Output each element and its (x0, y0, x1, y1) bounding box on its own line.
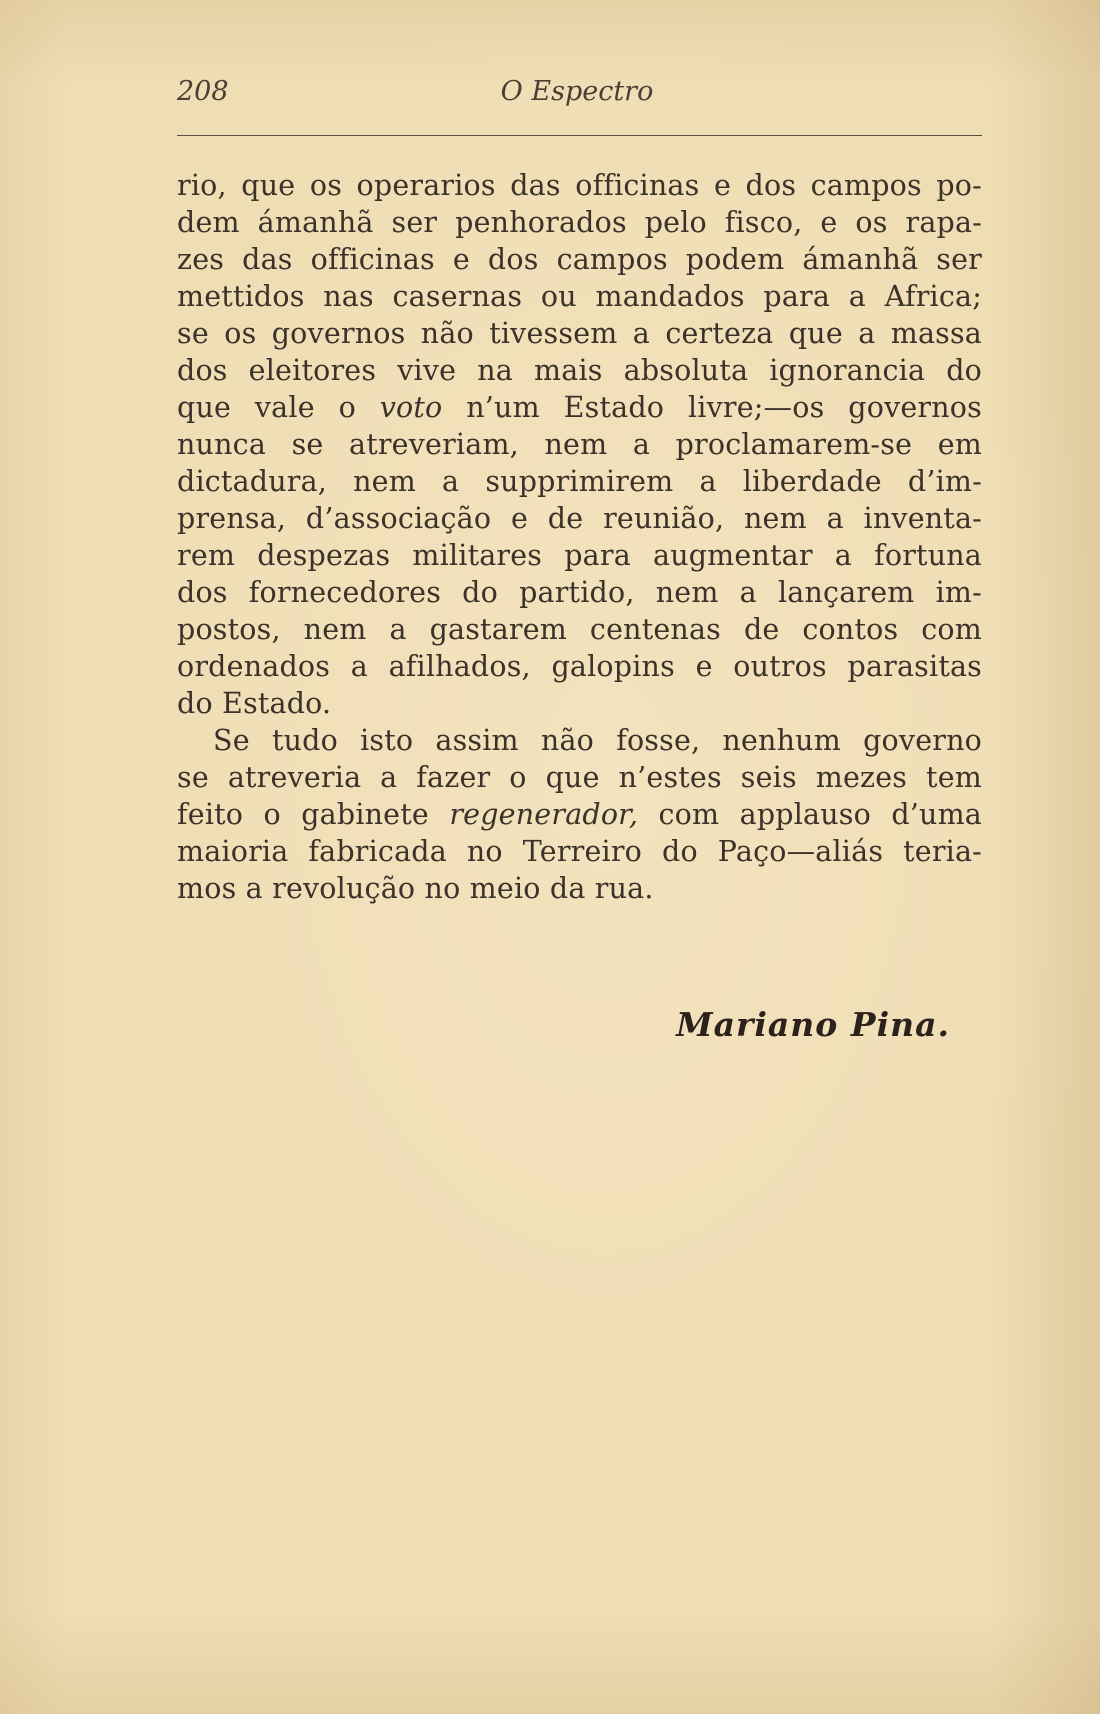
text-segment: feito o gabinete (177, 798, 450, 831)
text-line: nunca se atreveriam, nem a proclamarem-se em (177, 428, 982, 461)
text-line: maioria fabricada no Terreiro do Paço—aliás teria- (177, 835, 982, 868)
text-line: dos eleitores vive na mais absoluta ignorancia do (177, 354, 982, 387)
text-line: rio, que os operarios das officinas e dos campos po- (177, 169, 982, 202)
text-segment: n’um Estado livre;—os governos (442, 391, 982, 424)
text-line: dictadura, nem a supprimirem a liberdade d’im- (177, 465, 982, 498)
text-segment: com applauso d’uma (638, 798, 982, 831)
author-signature: Mariano Pina. (676, 1005, 950, 1044)
text-line: do Estado. (177, 687, 332, 720)
text-line: dem ámanhã ser penhorados pelo fisco, e os rapa- (177, 206, 982, 239)
text-line: Se tudo isto assim não fosse, nenhum governo (213, 724, 982, 757)
running-header (177, 76, 982, 116)
text-line: dos fornecedores do partido, nem a lançarem im- (177, 576, 982, 609)
header-rule (177, 135, 982, 136)
text-line: mettidos nas casernas ou mandados para a Africa; (177, 280, 982, 313)
text-line (177, 389, 982, 426)
text-line: prensa, d’associação e de reunião, nem a inventa- (177, 502, 982, 535)
body-text (177, 167, 982, 907)
text-line: rem despezas militares para augmentar a fortuna (177, 539, 982, 572)
text-line: se atreveria a fazer o que n’estes seis mezes tem (177, 761, 982, 794)
italic-word: voto (379, 391, 443, 424)
text-segment: que vale o (177, 391, 380, 424)
text-line (177, 796, 982, 833)
page-number: 208 (177, 76, 229, 107)
text-line: zes das officinas e dos campos podem ámanhã ser (177, 243, 982, 276)
italic-word: regenerador, (449, 798, 639, 831)
text-line: ordenados a afilhados, galopins e outros parasitas (177, 650, 982, 683)
text-line: mos a revolução no meio da rua. (177, 872, 654, 905)
text-line: se os governos não tivessem a certeza que a massa (177, 317, 982, 350)
text-line: postos, nem a gastarem centenas de contos com (177, 613, 982, 646)
running-title: O Espectro (500, 76, 654, 107)
